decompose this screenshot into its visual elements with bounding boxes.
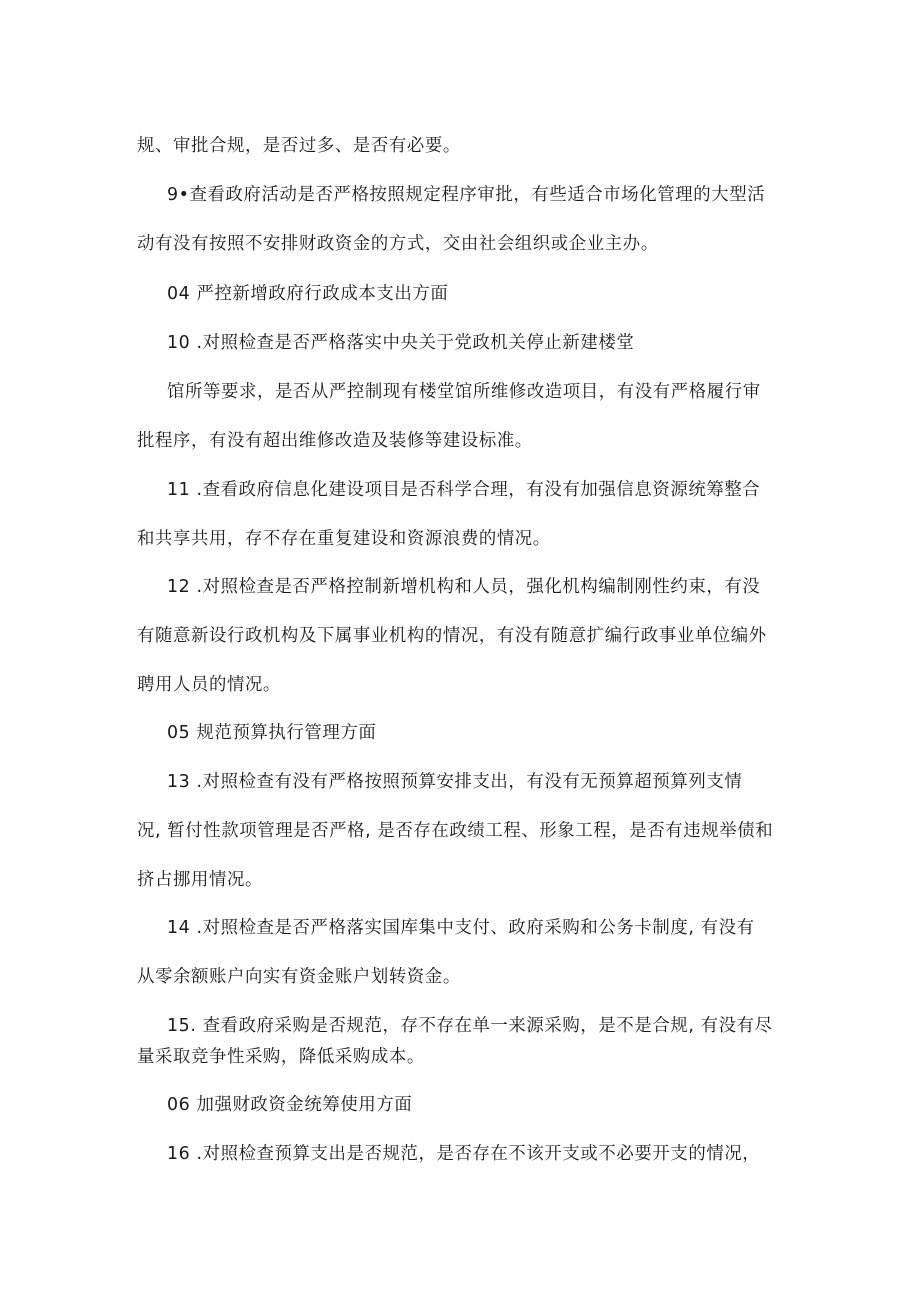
section-heading: 06 加强财政资金统筹使用方面 — [167, 1095, 413, 1115]
text-line: 10 .对照检查是否严格落实中央关于党政机关停止新建楼堂 — [167, 333, 635, 353]
text-line: 13 .对照检查有没有严格按照预算安排支出，有没有无预算超预算列支情 — [167, 772, 743, 792]
text-line: 有随意新设行政机构及下属事业机构的情况，有没有随意扩编行政事业单位编外 — [137, 626, 767, 646]
text-line: 15. 查看政府采购是否规范，存不存在单一来源采购，是不是合规, 有没有尽 — [167, 1016, 773, 1036]
text-line: 批程序，有没有超出维修改造及装修等建设标准。 — [137, 431, 533, 451]
text-line: 馆所等要求，是否从严控制现有楼堂馆所维修改造项目，有没有严格履行审 — [167, 382, 761, 402]
text-line: 从零余额账户向实有资金账户划转资金。 — [137, 967, 461, 987]
text-line: 规、审批合规，是否过多、是否有必要。 — [137, 136, 461, 156]
section-heading: 05 规范预算执行管理方面 — [167, 723, 377, 743]
text-line: 9•查看政府活动是否严格按照规定程序审批，有些适合市场化管理的大型活 — [167, 185, 766, 205]
text-line: 量采取竞争性采购，降低采购成本。 — [137, 1047, 425, 1067]
text-line: 14 .对照检查是否严格落实国库集中支付、政府采购和公务卡制度, 有没有 — [167, 918, 755, 938]
text-line: 况, 暂付性款项管理是否严格, 是否存在政绩工程、形象工程，是否有违规举债和 — [137, 821, 774, 841]
text-line: 11 .查看政府信息化建设项目是否科学合理，有没有加强信息资源统筹整合 — [167, 480, 761, 500]
text-line: 挤占挪用情况。 — [137, 870, 263, 890]
text-line: 和共享共用，存不存在重复建设和资源浪费的情况。 — [137, 529, 551, 549]
text-line: 12 .对照检查是否严格控制新增机构和人员，强化机构编制刚性约束，有没 — [167, 577, 761, 597]
text-line: 聘用人员的情况。 — [137, 675, 281, 695]
section-heading: 04 严控新增政府行政成本支出方面 — [167, 284, 449, 304]
text-line: 动有没有按照不安排财政资金的方式，交由社会组织或企业主办。 — [137, 234, 659, 254]
text-line: 16 .对照检查预算支出是否规范，是否存在不该开支或不必要开支的情况， — [167, 1144, 761, 1164]
